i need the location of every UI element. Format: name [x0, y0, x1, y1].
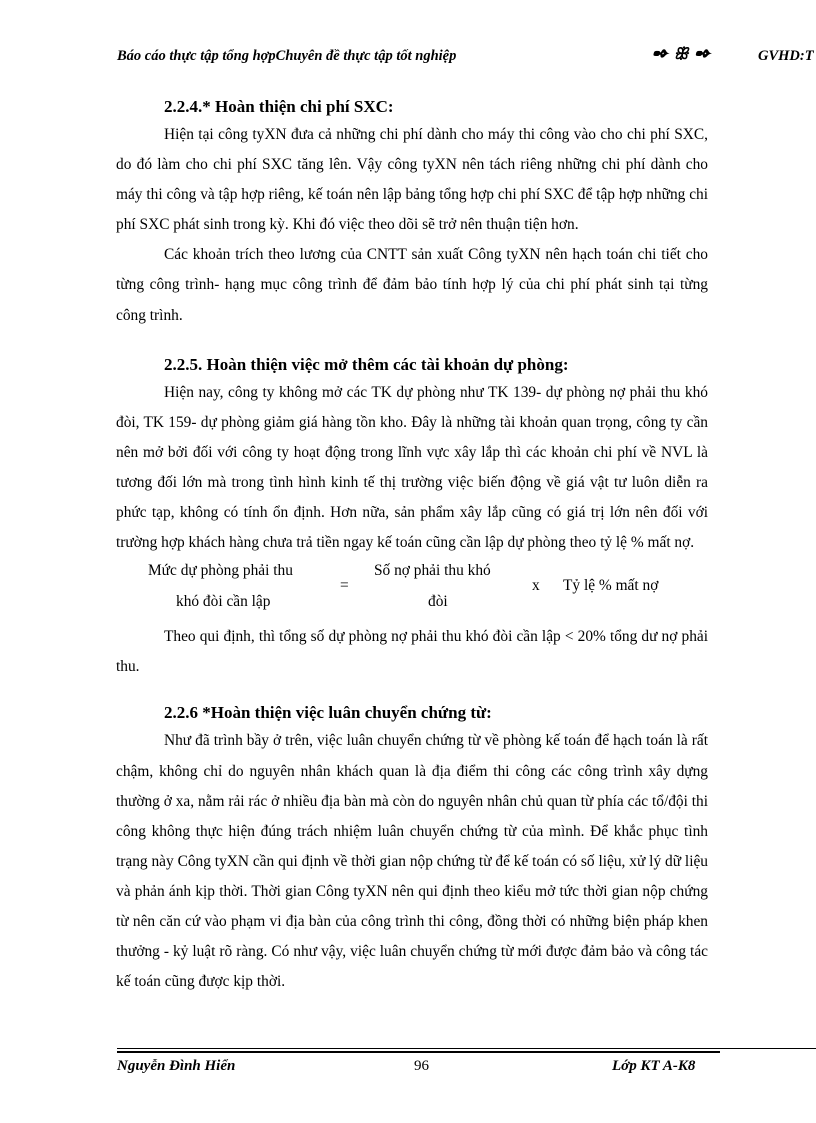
formula-times: x	[532, 577, 540, 595]
section-heading: 2.2.4.* Hoàn thiện chi phí SXC:	[164, 97, 394, 116]
formula-factor: Tỷ lệ % mất nợ	[563, 577, 659, 595]
paragraph: Hiện nay, công ty không mở các TK dự phòng như TK 139- dự phòng nợ phải thu khó đòi, TK 159- dự phòng giảm giá hàng tồn kho. Đây là những tài khoản quan trọng, công ty cần nên mở bởi đối với công ty hoạt động trong lĩnh vực xây lắp thì các khoản chi phí về NVL là tương đối lớn mà trong tình hình kinh tế thị trường việc biến động về giá vật tư luôn diễn ra phức tạp, không có tính ổn định. Hơn nữa, sản phẩm xây lắp cũng có giá trị lớn nên đối với trường hợp khách hàng chưa trả tiền ngay kế toán cũng cần lập dự phòng theo tỷ lệ % mất nợ.	[116, 383, 708, 552]
document-body	[116, 94, 708, 997]
footer-class: Lớp KT A-K8	[612, 1058, 696, 1074]
section-documents	[116, 700, 708, 997]
paragraph: Theo qui định, thì tổng số dự phòng nợ phải thu khó đòi cần lập < 20% tổng dư nợ phải thu.	[116, 628, 708, 676]
section-heading: 2.2.5. Hoàn thiện việc mở thêm các tài khoản dự phòng:	[164, 354, 569, 374]
header-ornament: ✒ ꕥ ✒	[652, 46, 712, 63]
page-header	[0, 48, 816, 72]
section-sxc	[116, 94, 708, 331]
formula-lhs-line1: Mức dự phòng phải thu	[148, 562, 293, 580]
section-heading: 2.2.6 *Hoàn thiện việc luân chuyển chứng từ:	[164, 703, 492, 723]
formula-rhs-line1: Số nợ phải thu khó	[374, 562, 491, 580]
formula-rhs-line2: đòi	[428, 593, 448, 611]
paragraph: Các khoản trích theo lương của CNTT sản xuất Công tyXN nên hạch toán chi tiết cho từng công trình- hạng mục công trình để đảm bảo tính hợp lý của chi phí phát sinh tại từng công trình.	[116, 246, 708, 324]
formula-equals: =	[340, 577, 349, 595]
formula-lhs-line2: khó đòi cần lập	[176, 593, 271, 611]
paragraph: Như đã trình bầy ở trên, việc luân chuyển chứng từ về phòng kế toán để hạch toán là rất chậm, không chỉ do nguyên nhân khách quan là địa điểm thi công các công trình xây dựng thường ở xa, nằm rải rác ở nhiều địa bàn mà còn do nguyên nhân chủ quan từ phía các tổ/đội thi công không thực hiện đúng trách nhiệm luân chuyển chứng từ của mình. Để khắc phục tình trạng này Công tyXN cần qui định về thời gian nộp chứng từ để kế toán có số liệu, xử lý dữ liệu và phản ánh kịp thời. Thời gian Công tyXN nên qui định theo kiểu mở tức thời gian nộp chứng từ nên căn cứ vào phạm vi địa bàn của công trình thi công, đồng thời có những biện pháp khen thưởng - kỷ luật rõ ràng. Có như vậy, việc luân chuyển chứng từ mới được đảm bảo và công tác kế toán cũng được kịp thời.	[116, 732, 708, 991]
footer-rule-top	[117, 1048, 816, 1049]
section-provisions	[116, 352, 708, 683]
header-title: Báo cáo thực tập tổng hợpChuyên đề thực tập tốt nghiệp	[117, 48, 457, 64]
provision-formula	[116, 558, 708, 622]
paragraph: Hiện tại công tyXN đưa cả những chi phí dành cho máy thi công vào cho chi phí SXC, do đó làm cho chi phí SXC tăng lên. Vậy công tyXN nên tách riêng những chi phí dành cho máy thi công và tập hợp riêng, kế toán nên lập bảng tổng hợp chi phí SXC để tập hợp những chi phí SXC phát sinh trong kỳ. Khi đó việc theo dõi sẽ trở nên thuận tiện hơn.	[116, 126, 708, 234]
footer-author: Nguyễn Đình Hiển	[117, 1058, 236, 1074]
header-supervisor: GVHD:T	[758, 48, 814, 64]
page-footer	[0, 1052, 816, 1076]
page-number: 96	[414, 1058, 429, 1074]
